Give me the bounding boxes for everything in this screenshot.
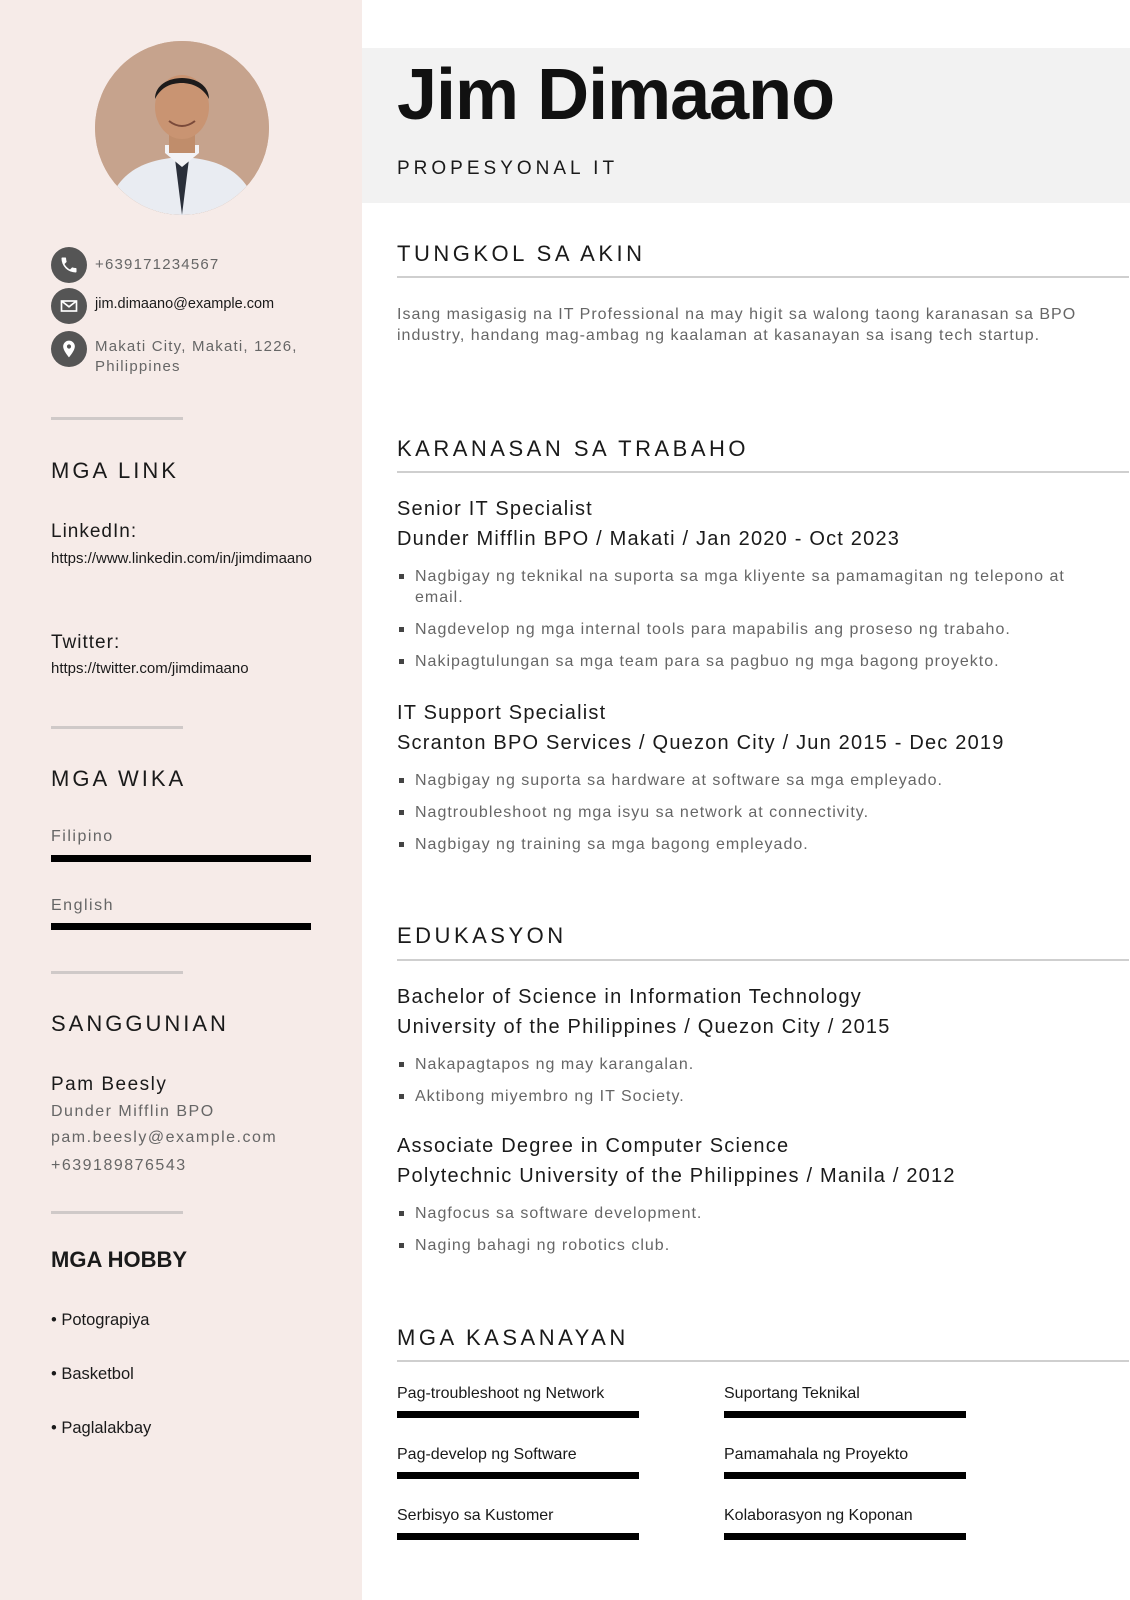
- references-heading: SANGGUNIAN: [51, 1011, 229, 1036]
- reference-company: Dunder Mifflin BPO: [51, 1103, 215, 1120]
- education-heading: EDUKASYON: [397, 923, 567, 948]
- language-name: English: [51, 897, 114, 914]
- school-info: University of the Philippines / Quezon City / 2015: [397, 1016, 891, 1038]
- list-item: Nagfocus sa software development.: [397, 1203, 1097, 1224]
- experience-heading: KARANASAN SA TRABAHO: [397, 436, 750, 461]
- list-item: Nagtroubleshoot ng mga isyu sa network at connectivity.: [397, 802, 1097, 823]
- skill-item: [724, 1385, 966, 1418]
- contact-address: [51, 331, 325, 377]
- language-level-fill: [51, 923, 311, 930]
- skill-level-bar: [724, 1533, 966, 1540]
- linkedin-label: LinkedIn:: [51, 521, 138, 542]
- address-text: Makati City, Makati, 1226, Philippines: [95, 338, 298, 375]
- list-item: Nagbigay ng training sa mga bagong empleyado.: [397, 834, 1097, 855]
- phone-icon: [51, 247, 87, 283]
- languages-heading: MGA WIKA: [51, 766, 187, 791]
- skill-item: [397, 1446, 639, 1479]
- skill-name: Suportang Teknikal: [724, 1385, 860, 1402]
- list-item: Nakipagtulungan sa mga team para sa pagbuo ng mga bagong proyekto.: [397, 651, 1097, 672]
- language-level-fill: [51, 855, 311, 862]
- about-text: Isang masigasig na IT Professional na may higit sa walong taong karanasan sa BPO industry, handang mag-ambag ng kaalaman at kasanayan sa isang tech startup.: [397, 306, 1077, 344]
- list-item: Nagbigay ng suporta sa hardware at software sa mga empleyado.: [397, 770, 1097, 791]
- reference-email: pam.beesly@example.com: [51, 1129, 278, 1146]
- divider: [51, 726, 183, 729]
- section-rule: [397, 276, 1129, 278]
- skill-level-bar: [724, 1411, 966, 1418]
- email-address: jim.dimaano@example.com: [95, 296, 275, 312]
- skill-level-bar: [397, 1533, 639, 1540]
- skill-level-fill: [724, 1472, 966, 1479]
- section-rule: [397, 471, 1129, 473]
- person-name: Jim Dimaano: [397, 55, 835, 135]
- list-item: Nagbigay ng teknikal na suporta sa mga kliyente sa pamamagitan ng telepono at email.: [397, 566, 1097, 608]
- job-company: Scranton BPO Services / Quezon City / Jun 2015 - Dec 2019: [397, 732, 1005, 754]
- divider: [51, 971, 183, 974]
- skill-level-fill: [397, 1411, 639, 1418]
- skill-level-bar: [397, 1411, 639, 1418]
- sidebar: [0, 0, 362, 1600]
- linkedin-link[interactable]: https://www.linkedin.com/in/jimdimaano: [51, 550, 312, 567]
- mail-icon: [51, 288, 87, 324]
- skill-name: Serbisyo sa Kustomer: [397, 1507, 554, 1524]
- profile-photo: [95, 41, 269, 215]
- degree-title: Associate Degree in Computer Science: [397, 1135, 790, 1157]
- skill-name: Pag-troubleshoot ng Network: [397, 1385, 605, 1402]
- skill-name: Pamamahala ng Proyekto: [724, 1446, 909, 1463]
- divider: [51, 417, 183, 420]
- skill-level-fill: [724, 1533, 966, 1540]
- skill-item: [397, 1507, 639, 1540]
- phone-number: +639171234567: [95, 256, 220, 273]
- skill-item: [397, 1385, 639, 1418]
- skills-heading: MGA KASANAYAN: [397, 1325, 629, 1350]
- skill-level-bar: [397, 1472, 639, 1479]
- hobby-item: • Paglalakbay: [51, 1419, 152, 1437]
- contact-email: [51, 288, 274, 324]
- list-item: Naging bahagi ng robotics club.: [397, 1235, 1097, 1256]
- language-level-bar: [51, 923, 311, 930]
- location-pin-icon: [51, 331, 87, 367]
- job-role: Senior IT Specialist: [397, 498, 593, 520]
- section-rule: [397, 1360, 1129, 1362]
- skill-level-bar: [724, 1472, 966, 1479]
- twitter-link[interactable]: https://twitter.com/jimdimaano: [51, 660, 249, 677]
- skill-level-fill: [397, 1533, 639, 1540]
- degree-title: Bachelor of Science in Information Technology: [397, 986, 862, 1008]
- skill-item: [724, 1446, 966, 1479]
- job-role: IT Support Specialist: [397, 702, 607, 724]
- job-duties: [397, 566, 1097, 683]
- list-item: Nagdevelop ng mga internal tools para mapabilis ang proseso ng trabaho.: [397, 619, 1097, 640]
- job-duties: [397, 770, 1097, 866]
- about-heading: TUNGKOL SA AKIN: [397, 241, 646, 266]
- job-company: Dunder Mifflin BPO / Makati / Jan 2020 - Oct 2023: [397, 528, 901, 550]
- skill-level-fill: [397, 1472, 639, 1479]
- job-title: PROPESYONAL IT: [397, 158, 619, 179]
- language-name: Filipino: [51, 828, 114, 845]
- links-heading: MGA LINK: [51, 458, 179, 483]
- list-item: Nakapagtapos ng may karangalan.: [397, 1054, 1097, 1075]
- divider: [51, 1211, 183, 1214]
- education-notes: [397, 1054, 1097, 1118]
- school-info: Polytechnic University of the Philippines / Manila / 2012: [397, 1165, 956, 1187]
- skill-name: Kolaborasyon ng Koponan: [724, 1507, 913, 1524]
- skill-item: [724, 1507, 966, 1540]
- language-level-bar: [51, 855, 311, 862]
- education-notes: [397, 1203, 1097, 1267]
- section-rule: [397, 959, 1129, 961]
- twitter-label: Twitter:: [51, 632, 121, 653]
- hobbies-heading: MGA HOBBY: [51, 1247, 188, 1272]
- reference-name: Pam Beesly: [51, 1074, 168, 1095]
- list-item: Aktibong miyembro ng IT Society.: [397, 1086, 1097, 1107]
- skill-level-fill: [724, 1411, 966, 1418]
- contact-phone: [51, 247, 219, 283]
- hobby-item: • Potograpiya: [51, 1311, 150, 1329]
- skill-name: Pag-develop ng Software: [397, 1446, 577, 1463]
- hobby-item: • Basketbol: [51, 1365, 134, 1383]
- reference-phone: +639189876543: [51, 1157, 187, 1174]
